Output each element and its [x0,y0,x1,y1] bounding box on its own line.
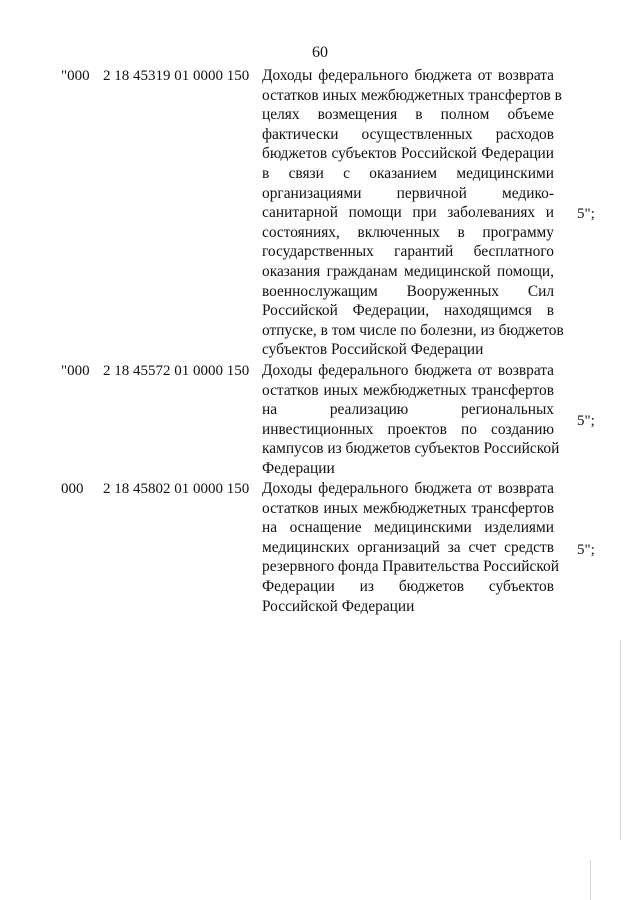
description-line: государственных гарантий бесплатного [262,243,554,261]
description-line: остатков иных межбюджетных трансфертов [262,499,554,517]
description-line: инвестиционных проектов по созданию [262,420,554,438]
description-line: Доходы федерального бюджета от возврата [262,480,554,497]
description-line: состояниях, включенных в программу [262,223,554,241]
description-line: организациями первичной медико- [262,184,554,202]
scan-artifact-line [590,860,591,900]
description-line: субъектов Российской Федерации [262,341,484,359]
description-line: оказания гражданам медицинской помощи, [262,262,554,280]
description-line: целях возмещения в полном объеме [262,106,554,124]
description-line: резервного фонда Правительства Российской [262,558,559,576]
description-line: санитарной помощи при заболеваниях и [262,204,554,222]
income-description [262,361,560,479]
description-line: бюджетов субъектов Российской Федерации [262,145,554,163]
row-prefix: 000 [61,481,84,497]
description-line: Федерации из бюджетов субъектов [262,577,554,595]
description-line: на оснащение медицинскими изделиями [262,519,554,537]
description-line: на реализацию региональных [262,401,554,419]
income-description [262,479,559,616]
budget-classification-code: 2 18 45802 01 0000 150 [103,481,250,497]
row-prefix: "000 [61,363,90,379]
description-line: отпуске, в том числе по болезни, из бюджетов [262,321,564,339]
description-line: медицинских организаций за счет средств [262,538,554,556]
description-line: военнослужащим Вооруженных Сил [262,282,554,300]
description-line: остатков иных межбюджетных трансфертов [262,381,554,399]
description-line: остатков иных межбюджетных трансфертов в [262,86,562,104]
standard-percent: 5"; [577,206,595,222]
standard-percent: 5"; [577,542,595,558]
description-line: Российской Федерации, находящимся в [262,302,554,320]
page-number: 60 [312,44,328,61]
description-line: Федерации [262,459,335,477]
description-line: в связи с оказанием медицинскими [262,164,554,182]
budget-classification-code: 2 18 45572 01 0000 150 [103,363,250,379]
description-line: кампусов из бюджетов субъектов Российской [262,440,560,458]
budget-classification-code: 2 18 45319 01 0000 150 [103,68,250,84]
row-prefix: "000 [61,68,90,84]
description-line: Доходы федерального бюджета от возврата [262,362,554,379]
scan-artifact-line [620,640,621,840]
income-description [262,66,564,360]
standard-percent: 5"; [577,413,595,429]
description-line: Российской Федерации [262,597,415,615]
description-line: Доходы федерального бюджета от возврата [262,67,554,84]
description-line: фактически осуществленных расходов [262,125,554,143]
